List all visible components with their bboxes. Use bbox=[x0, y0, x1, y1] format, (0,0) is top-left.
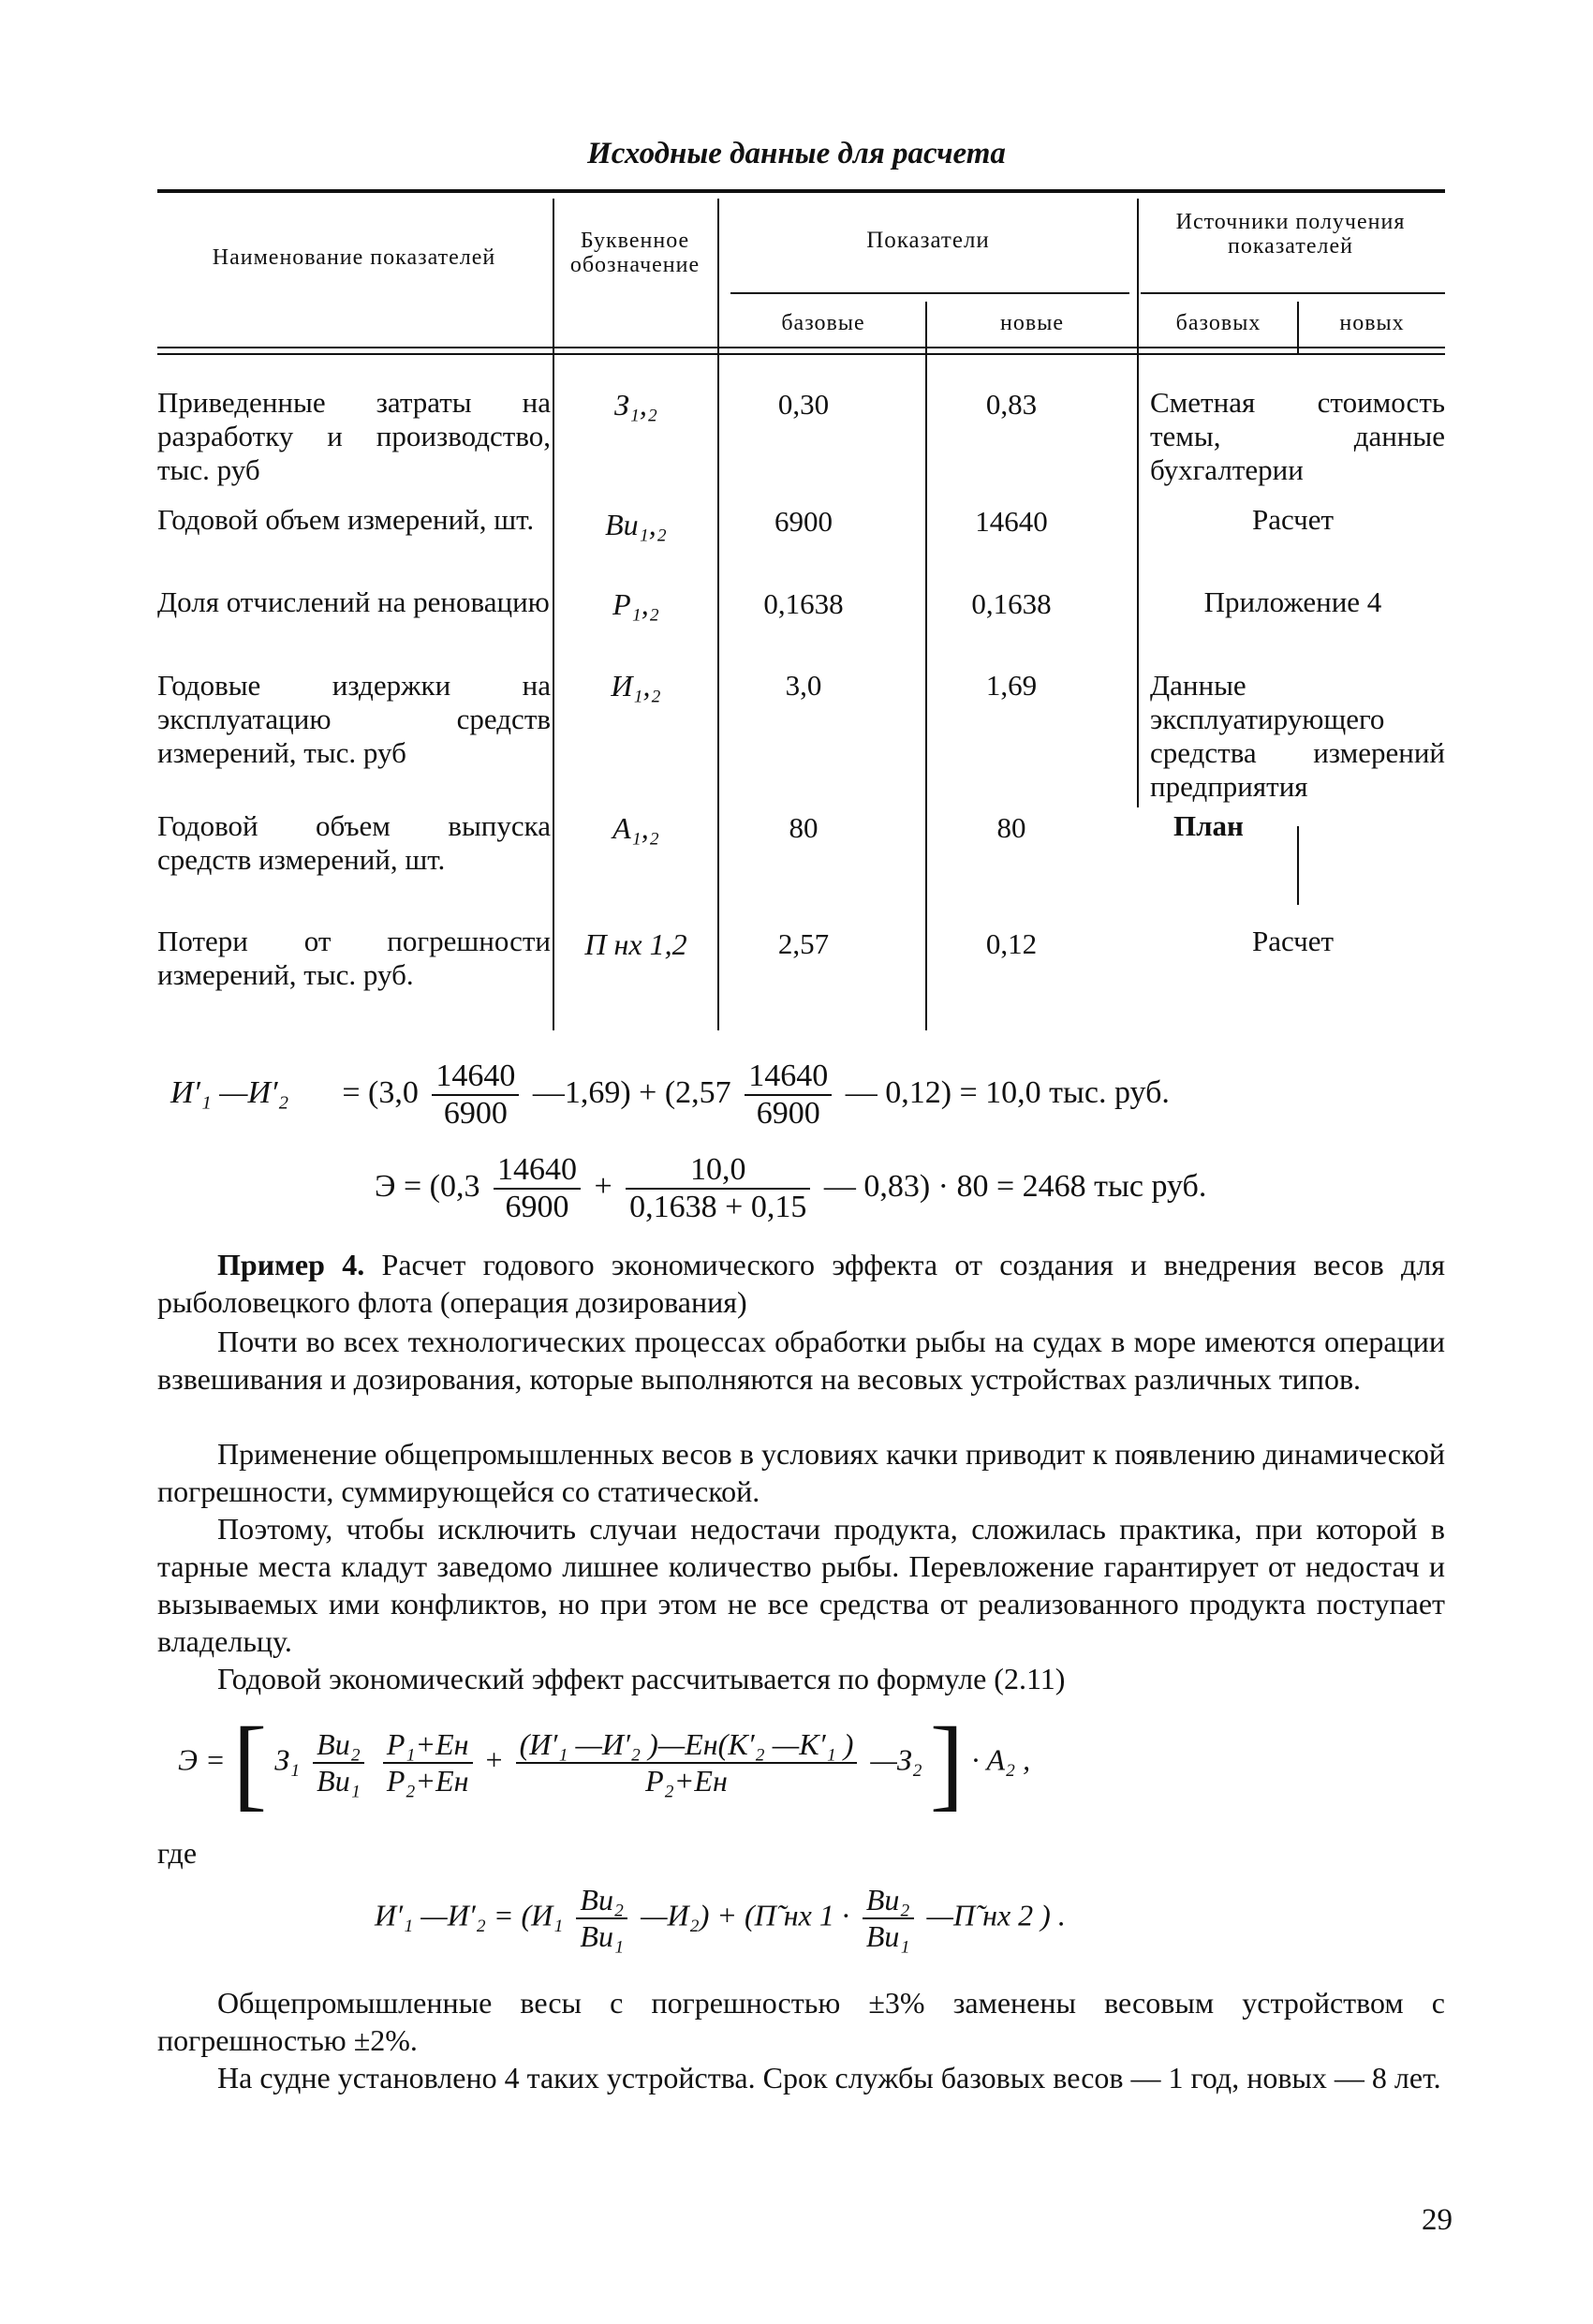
row-1-source: Сметная стоимость темы, данные бухгалтерии bbox=[1150, 386, 1445, 486]
paragraph-5-text: Общепромышленные весы с погрешностью ±3% заменены весовым устройством с погрешностью ±2%. bbox=[157, 1986, 1445, 2057]
row-2-source: Расчет bbox=[1251, 503, 1335, 536]
row-2-base: 6900 bbox=[774, 505, 833, 538]
header-name: Наименование показателей bbox=[212, 245, 496, 270]
formula-2-tail: — 0,83) · 80 = 2468 тыс руб. bbox=[823, 1168, 1207, 1204]
data-table bbox=[157, 189, 1445, 1030]
formula-4-fraction-a bbox=[576, 1883, 627, 1954]
header-indicators: Показатели bbox=[866, 228, 990, 253]
example-paragraph bbox=[157, 1246, 1445, 1321]
header-rule-1 bbox=[157, 347, 1445, 348]
formula-3-den-b: P₂+Eн bbox=[386, 1764, 469, 1798]
row-4-name: Годовые издержки на эксплуатацию средств измерений, тыс. руб bbox=[157, 669, 551, 769]
row-5-source: План bbox=[1173, 809, 1244, 842]
formula-1-part1: = (3,0 bbox=[342, 1074, 419, 1110]
formula-3-fraction-b bbox=[383, 1727, 473, 1799]
formula-4-den-a: Ви₁ bbox=[580, 1919, 625, 1953]
sources-subrule bbox=[1141, 292, 1445, 294]
row-1-new: 0,83 bbox=[985, 388, 1038, 421]
row-2-name: Годовой объем измерений, шт. bbox=[157, 503, 535, 536]
formula-3-num-b: P₁+Eн bbox=[383, 1727, 473, 1764]
paragraph-4 bbox=[157, 1660, 1445, 1697]
row-6-symbol: П нх 1,2 bbox=[584, 927, 687, 961]
formula-4-fraction-b bbox=[863, 1883, 914, 1954]
example-label: Пример 4. bbox=[217, 1248, 365, 1281]
paragraph-3-text: Поэтому, чтобы исключить случаи недостачи продукта, сложилась практика, при которой в тарные места кладут заведомо лишнее количество рыбы. Перевложение гарантирует от недостач и вызываемых ими конфликтов, но при этом не все средства от реализованного продукта поступает владельцу. bbox=[157, 1512, 1445, 1658]
row-3-source: Приложение 4 bbox=[1203, 585, 1382, 618]
row-3-symbol: P₁,₂ bbox=[612, 587, 659, 621]
row-2-new: 14640 bbox=[975, 505, 1048, 538]
row-6-new: 0,12 bbox=[985, 927, 1038, 960]
row-3-new: 0,1638 bbox=[971, 587, 1052, 620]
formula-3-right-bracket: ] bbox=[929, 1706, 965, 1820]
row-5-base: 80 bbox=[789, 811, 819, 844]
formula-2-plus: + bbox=[594, 1168, 612, 1204]
row-4-base: 3,0 bbox=[785, 669, 822, 702]
formula-3-lhs: Э = bbox=[178, 1742, 226, 1777]
indicators-subrule bbox=[730, 292, 1129, 294]
formula-3-den-a: Ви₁ bbox=[317, 1764, 361, 1798]
header-sources-base: базовых bbox=[1175, 311, 1261, 335]
table-top-rule bbox=[157, 189, 1445, 193]
formula-2-den-b: 0,1638 + 0,15 bbox=[629, 1190, 807, 1224]
paragraph-1-text: Почти во всех технологических процессах обработки рыбы на судах в море имеются операции взвешивания и дозирования, которые выполняются на весовых устройствах различных типов. bbox=[157, 1325, 1445, 1396]
row-4-source: Данные эксплуатирующего средства измерений предприятия bbox=[1150, 669, 1445, 803]
row-6-name: Потери от погрешности измерений, тыс. руб. bbox=[157, 925, 551, 991]
formula-3-num-a: Ви₂ bbox=[313, 1727, 364, 1764]
paragraph-2-text: Применение общепромышленных весов в условиях качки приводит к появлению динамической погрешности, суммирующейся со статической. bbox=[157, 1437, 1445, 1508]
paragraph-6-text: На судне установлено 4 таких устройства. Срок службы базовых весов — 1 год, новых — 8 лет. bbox=[217, 2061, 1441, 2095]
formula-1 bbox=[170, 1058, 1170, 1132]
formula-3-plus: + bbox=[485, 1742, 503, 1777]
row-5-symbol: А₁,₂ bbox=[612, 811, 659, 845]
formula-1-part2: —1,69) + (2,57 bbox=[532, 1074, 731, 1110]
formula-1-fraction-a bbox=[432, 1058, 519, 1132]
paragraph-1 bbox=[157, 1323, 1445, 1398]
row-5-name: Годовой объем выпуска средств измерений, шт. bbox=[157, 809, 551, 876]
header-sources-new: новых bbox=[1339, 311, 1405, 335]
paragraph-5 bbox=[157, 1984, 1445, 2059]
formula-2-lhs: Э = (0,3 bbox=[375, 1168, 480, 1204]
formula-3-minus: —З₂ bbox=[870, 1742, 922, 1777]
row-1-base: 0,30 bbox=[777, 388, 830, 421]
header-indicators-base: базовые bbox=[781, 311, 865, 335]
formula-1-fraction-b bbox=[745, 1058, 832, 1132]
paragraph-2 bbox=[157, 1435, 1445, 1510]
formula-4-lhs: И′₁ —И′₂ bbox=[375, 1898, 486, 1932]
plan-bracket bbox=[1297, 826, 1299, 905]
page-number: 29 bbox=[1422, 2203, 1453, 2237]
formula-2-num-b: 10,0 bbox=[626, 1152, 810, 1190]
formula-2 bbox=[375, 1152, 1206, 1225]
row-2-symbol: Ви₁,₂ bbox=[605, 508, 667, 541]
header-letter: Буквенное обозначение bbox=[569, 229, 701, 277]
table-title: Исходные данные для расчета bbox=[587, 137, 1006, 170]
col-rule-4 bbox=[1137, 199, 1139, 807]
formula-3-fraction-a bbox=[313, 1727, 364, 1799]
formula-3-tail: · A₂ , bbox=[971, 1742, 1031, 1777]
paragraph-3 bbox=[157, 1510, 1445, 1660]
formula-4-num-a: Ви₂ bbox=[576, 1883, 627, 1919]
header-sources: Источники получения показателей bbox=[1175, 210, 1406, 259]
formula-2-fraction-b bbox=[626, 1152, 810, 1225]
formula-4-part1: = (И₁ bbox=[493, 1898, 564, 1932]
paragraph-4-text: Годовой экономический эффект рассчитывается по формуле (2.11) bbox=[217, 1662, 1066, 1695]
formula-1-lhs: И′₁ —И′₂ bbox=[170, 1074, 289, 1110]
formula-3-den-c: P₂+Eн bbox=[645, 1764, 728, 1798]
formula-3-z1: З₁ bbox=[274, 1742, 301, 1777]
formula-1-num-b: 14640 bbox=[745, 1058, 832, 1096]
formula-3-fraction-c bbox=[516, 1727, 858, 1799]
formula-4-part2: —И₂) + (П̃ нх 1 · bbox=[641, 1898, 849, 1932]
row-1-name: Приведенные затраты на разработку и производство, тыс. руб bbox=[157, 386, 551, 486]
formula-1-den-b: 6900 bbox=[756, 1096, 820, 1131]
formula-4 bbox=[375, 1883, 1066, 1954]
paragraph-6 bbox=[157, 2059, 1445, 2096]
formula-3-left-bracket: [ bbox=[232, 1706, 268, 1820]
row-1-symbol: З₁,₂ bbox=[613, 388, 658, 422]
formula-2-den-a: 6900 bbox=[505, 1190, 569, 1224]
formula-4-num-b: Ви₂ bbox=[863, 1883, 914, 1919]
example-text: Расчет годового экономического эффекта от создания и внедрения весов для рыболовецкого флота (операция дозирования) bbox=[157, 1248, 1446, 1319]
where-label: где bbox=[157, 1836, 198, 1870]
row-5-new: 80 bbox=[996, 811, 1026, 844]
row-4-new: 1,69 bbox=[985, 669, 1038, 702]
formula-2-fraction-a bbox=[494, 1152, 581, 1225]
row-6-base: 2,57 bbox=[777, 927, 830, 960]
formula-4-den-b: Ви₁ bbox=[865, 1919, 910, 1953]
formula-1-den-a: 6900 bbox=[443, 1096, 508, 1131]
row-3-base: 0,1638 bbox=[763, 587, 844, 620]
formula-2-num-a: 14640 bbox=[494, 1152, 581, 1190]
header-indicators-new: новые bbox=[1000, 311, 1064, 335]
formula-1-part3: — 0,12) = 10,0 тыс. руб. bbox=[845, 1074, 1170, 1110]
row-6-source: Расчет bbox=[1251, 925, 1335, 957]
formula-1-num-a: 14640 bbox=[432, 1058, 519, 1096]
formula-3 bbox=[178, 1706, 1031, 1820]
row-3-name: Доля отчислений на реновацию bbox=[157, 585, 550, 618]
formula-3-num-c: (И′₁ —И′₂ )—Eн(K′₂ —K′₁ ) bbox=[516, 1727, 858, 1764]
header-rule-2 bbox=[157, 353, 1445, 355]
formula-4-part3: —П̃ нх 2 ) . bbox=[926, 1898, 1066, 1932]
row-4-symbol: И₁,₂ bbox=[611, 669, 661, 703]
